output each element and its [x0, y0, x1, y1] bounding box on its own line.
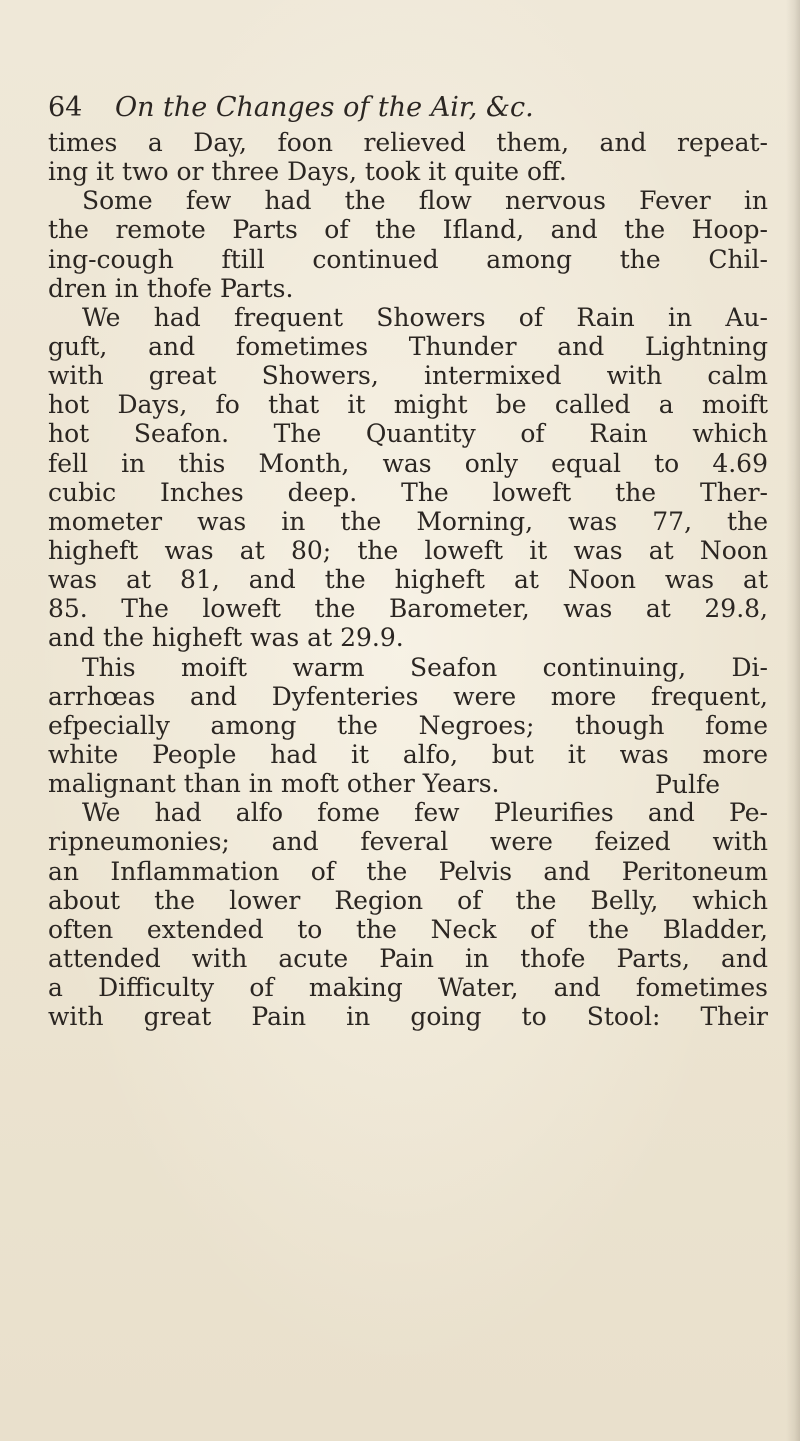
text-line: with great Pain in going to Stool: Their [48, 1002, 768, 1032]
body-text [48, 128, 768, 1031]
text-line: the remote Parts of the Ifland, and the Hoop- [48, 215, 768, 245]
text-line: This moift warm Seafon continuing, Di- [82, 652, 768, 682]
text-line: an Inflammation of the Pelvis and Peritoneum [48, 856, 768, 886]
text-line: white People had it alfo, but it was more [48, 739, 768, 769]
text-line: ing-cough ftill continued among the Chil- [48, 244, 768, 274]
text-line: fell in this Month, was only equal to 4.69 [48, 448, 768, 478]
page-number: 64 [48, 92, 83, 123]
text-line: arrhœas and Dyfenteries were more frequent, [48, 681, 768, 711]
text-line: hot Days, fo that it might be called a moift [48, 390, 768, 420]
text-line: malignant than in moft other Years. [48, 769, 500, 799]
page-edge-shadow [786, 0, 800, 1441]
text-line: and the higheft was at 29.9. [48, 623, 404, 653]
text-line: attended with acute Pain in thofe Parts, and [48, 943, 768, 973]
text-line: ing it two or three Days, took it quite off. [48, 157, 567, 187]
page-header [48, 88, 768, 128]
text-line: hot Seafon. The Quantity of Rain which [48, 419, 768, 449]
text-line: Some few had the flow nervous Fever in [82, 186, 768, 216]
text-line: ripneumonies; and feveral were feized with [48, 827, 768, 857]
text-line: about the lower Region of the Belly, which [48, 885, 768, 915]
text-line: 85. The loweft the Barometer, was at 29.8, [48, 594, 768, 624]
text-line: often extended to the Neck of the Bladder, [48, 914, 768, 944]
text-line: We had alfo fome few Pleurifies and Pe- [82, 798, 768, 828]
text-line: We had frequent Showers of Rain in Au- [82, 302, 768, 332]
text-line: a Difficulty of making Water, and fometimes [48, 973, 768, 1003]
text-line: times a Day, foon relieved them, and repeat- [48, 128, 768, 157]
text-line: dren in thofe Parts. [48, 273, 294, 303]
running-title: On the Changes of the Air, &c. [114, 92, 534, 123]
text-line: guft, and fometimes Thunder and Lightning [48, 331, 768, 361]
text-line: was at 81, and the higheft at Noon was at [48, 565, 768, 595]
text-line: higheft was at 80; the loweft it was at Noon [48, 535, 768, 565]
catchword: Pulfe [655, 770, 720, 799]
text-line: mometer was in the Morning, was 77, the [48, 506, 768, 536]
text-line: with great Showers, intermixed with calm [48, 361, 768, 391]
text-line: efpecially among the Negroes; though fome [48, 710, 768, 740]
text-line: cubic Inches deep. The loweft the Ther- [48, 477, 768, 507]
